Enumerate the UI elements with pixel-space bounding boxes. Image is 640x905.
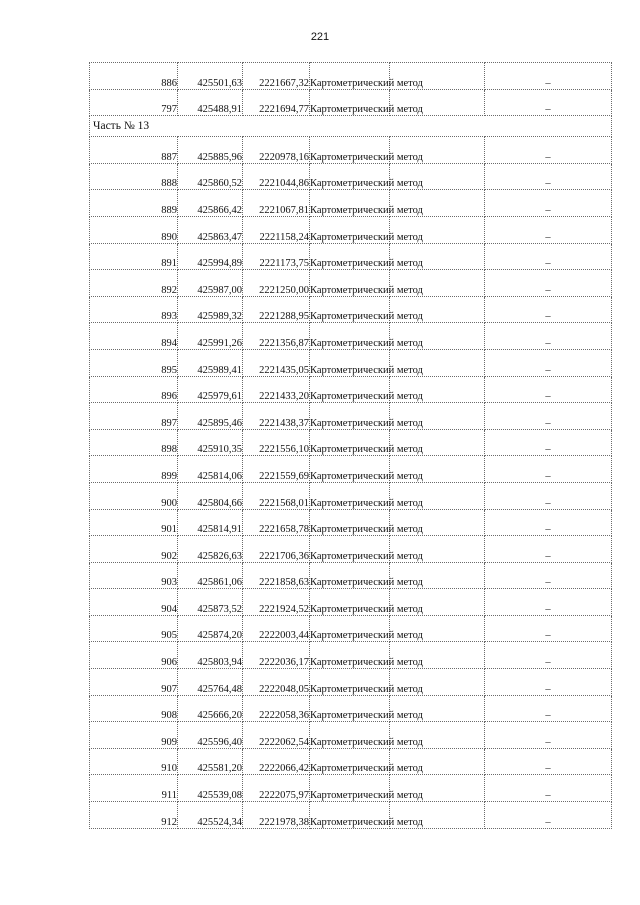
point-number: 797 xyxy=(90,89,178,116)
method-cell xyxy=(310,509,423,536)
method-cell xyxy=(310,216,423,243)
dash-cell: – xyxy=(485,349,612,376)
coordinate-x: 425666,20 xyxy=(178,695,243,722)
coordinate-y: 2221978,38 xyxy=(243,802,310,829)
coordinate-x: 425861,06 xyxy=(178,562,243,589)
method-label: Картометрический метод xyxy=(310,311,423,323)
table-row xyxy=(90,190,612,217)
method-cell xyxy=(310,63,423,90)
method-label: Картометрический метод xyxy=(310,603,423,615)
dash-cell: – xyxy=(485,216,612,243)
point-number: 894 xyxy=(90,323,178,350)
dash-cell: – xyxy=(485,429,612,456)
method-cell xyxy=(310,349,423,376)
method-label: Картометрический метод xyxy=(310,204,423,216)
coordinate-x: 425989,41 xyxy=(178,349,243,376)
method-label: Картометрический метод xyxy=(310,630,423,642)
coordinate-x: 425863,47 xyxy=(178,216,243,243)
method-label: Картометрический метод xyxy=(310,231,423,243)
coordinate-y: 2221438,37 xyxy=(243,403,310,430)
coordinate-x: 425866,42 xyxy=(178,190,243,217)
coordinate-x: 425860,52 xyxy=(178,163,243,190)
point-number: 896 xyxy=(90,376,178,403)
table-row xyxy=(90,403,612,430)
coordinates-table xyxy=(89,62,612,829)
method-label: Картометрический метод xyxy=(310,337,423,349)
coordinate-y: 2222048,05 xyxy=(243,669,310,696)
method-label: Картометрический метод xyxy=(310,550,423,562)
method-cell xyxy=(310,642,423,669)
table-row xyxy=(90,89,612,116)
method-label: Картометрический метод xyxy=(310,364,423,376)
coordinate-y: 2221568,01 xyxy=(243,482,310,509)
coordinate-y: 2221250,00 xyxy=(243,270,310,297)
method-cell xyxy=(310,376,423,403)
coordinate-y: 2221356,87 xyxy=(243,323,310,350)
coordinate-x: 425979,61 xyxy=(178,376,243,403)
method-label: Картометрический метод xyxy=(310,577,423,589)
coordinate-x: 425895,46 xyxy=(178,403,243,430)
dash-cell: – xyxy=(485,536,612,563)
method-cell xyxy=(310,403,423,430)
coordinate-x: 425814,91 xyxy=(178,509,243,536)
dash-cell: – xyxy=(485,695,612,722)
coordinate-y: 2221158,24 xyxy=(243,216,310,243)
table-row xyxy=(90,216,612,243)
point-number: 901 xyxy=(90,509,178,536)
coordinate-x: 425581,20 xyxy=(178,748,243,775)
method-cell xyxy=(310,163,423,190)
point-number: 912 xyxy=(90,802,178,829)
table-row xyxy=(90,270,612,297)
dash-cell: – xyxy=(485,775,612,802)
table-row xyxy=(90,296,612,323)
method-label: Картометрический метод xyxy=(310,497,423,509)
coordinate-x: 425501,63 xyxy=(178,63,243,90)
coordinate-y: 2222058,36 xyxy=(243,695,310,722)
coordinate-y: 2221173,75 xyxy=(243,243,310,270)
dash-cell: – xyxy=(485,243,612,270)
point-number: 898 xyxy=(90,429,178,456)
method-label: Картометрический метод xyxy=(310,790,423,802)
method-label: Картометрический метод xyxy=(310,470,423,482)
method-label: Картометрический метод xyxy=(310,417,423,429)
table-row xyxy=(90,349,612,376)
dash-cell: – xyxy=(485,482,612,509)
coordinate-y: 2221556,10 xyxy=(243,429,310,456)
table-row xyxy=(90,376,612,403)
section-title: Часть № 13 xyxy=(90,116,612,137)
method-cell xyxy=(310,323,423,350)
table-row xyxy=(90,243,612,270)
table-row xyxy=(90,536,612,563)
point-number: 909 xyxy=(90,722,178,749)
coordinate-y: 2221433,20 xyxy=(243,376,310,403)
dash-cell: – xyxy=(485,562,612,589)
point-number: 905 xyxy=(90,615,178,642)
table-row xyxy=(90,429,612,456)
dash-cell: – xyxy=(485,376,612,403)
point-number: 907 xyxy=(90,669,178,696)
table-row xyxy=(90,669,612,696)
coordinate-x: 425488,91 xyxy=(178,89,243,116)
coordinate-x: 425989,32 xyxy=(178,296,243,323)
dash-cell: – xyxy=(485,722,612,749)
coordinate-x: 425991,26 xyxy=(178,323,243,350)
method-cell xyxy=(310,748,423,775)
table-row xyxy=(90,722,612,749)
method-cell xyxy=(310,296,423,323)
table-row xyxy=(90,775,612,802)
coordinate-y: 2221694,77 xyxy=(243,89,310,116)
point-number: 911 xyxy=(90,775,178,802)
method-cell xyxy=(310,562,423,589)
method-label: Картометрический метод xyxy=(310,683,423,695)
coordinate-y: 2221435,05 xyxy=(243,349,310,376)
method-label: Картометрический метод xyxy=(310,104,423,116)
coordinate-x: 425524,34 xyxy=(178,802,243,829)
coordinate-y: 2221044,86 xyxy=(243,163,310,190)
method-cell xyxy=(310,615,423,642)
dash-cell: – xyxy=(485,589,612,616)
method-cell xyxy=(310,429,423,456)
method-cell xyxy=(310,695,423,722)
coordinate-y: 2221559,69 xyxy=(243,456,310,483)
coordinate-x: 425764,48 xyxy=(178,669,243,696)
table-row xyxy=(90,562,612,589)
coordinate-x: 425803,94 xyxy=(178,642,243,669)
coordinate-y: 2221067,81 xyxy=(243,190,310,217)
method-cell xyxy=(310,802,423,829)
point-number: 899 xyxy=(90,456,178,483)
method-cell xyxy=(310,190,423,217)
method-label: Картометрический метод xyxy=(310,258,423,270)
coordinate-x: 425987,00 xyxy=(178,270,243,297)
table-row xyxy=(90,137,612,164)
method-label: Картометрический метод xyxy=(310,77,423,89)
method-label: Картометрический метод xyxy=(310,710,423,722)
table-row xyxy=(90,642,612,669)
dash-cell: – xyxy=(485,323,612,350)
coordinate-y: 2222003,44 xyxy=(243,615,310,642)
method-label: Картометрический метод xyxy=(310,816,423,828)
method-cell xyxy=(310,589,423,616)
method-cell xyxy=(310,89,423,116)
coordinate-x: 425826,63 xyxy=(178,536,243,563)
method-label: Картометрический метод xyxy=(310,391,423,403)
dash-cell: – xyxy=(485,615,612,642)
section-row xyxy=(90,116,612,137)
dash-cell: – xyxy=(485,296,612,323)
method-label: Картометрический метод xyxy=(310,657,423,669)
point-number: 910 xyxy=(90,748,178,775)
coordinate-x: 425814,06 xyxy=(178,456,243,483)
dash-cell: – xyxy=(485,802,612,829)
coordinate-y: 2221658,78 xyxy=(243,509,310,536)
method-label: Картометрический метод xyxy=(310,736,423,748)
coordinate-y: 2221924,52 xyxy=(243,589,310,616)
dash-cell: – xyxy=(485,669,612,696)
coordinate-x: 425885,96 xyxy=(178,137,243,164)
table-row xyxy=(90,802,612,829)
rows-before-section xyxy=(90,63,612,116)
method-cell xyxy=(310,270,423,297)
coordinate-y: 2221288,95 xyxy=(243,296,310,323)
point-number: 903 xyxy=(90,562,178,589)
coordinate-x: 425910,35 xyxy=(178,429,243,456)
table-row xyxy=(90,456,612,483)
dash-cell: – xyxy=(485,403,612,430)
method-cell xyxy=(310,482,423,509)
table-row xyxy=(90,63,612,90)
point-number: 904 xyxy=(90,589,178,616)
coordinate-y: 2221706,36 xyxy=(243,536,310,563)
coordinate-x: 425994,89 xyxy=(178,243,243,270)
method-label: Картометрический метод xyxy=(310,151,423,163)
table-row xyxy=(90,748,612,775)
dash-cell: – xyxy=(485,63,612,90)
dash-cell: – xyxy=(485,89,612,116)
coordinate-y: 2221667,32 xyxy=(243,63,310,90)
table-row xyxy=(90,163,612,190)
point-number: 889 xyxy=(90,190,178,217)
dash-cell: – xyxy=(485,137,612,164)
coordinate-y: 2222066,42 xyxy=(243,748,310,775)
dash-cell: – xyxy=(485,456,612,483)
point-number: 900 xyxy=(90,482,178,509)
point-number: 892 xyxy=(90,270,178,297)
method-cell xyxy=(310,536,423,563)
coordinate-y: 2221858,63 xyxy=(243,562,310,589)
method-cell xyxy=(310,137,423,164)
method-label: Картометрический метод xyxy=(310,284,423,296)
table-row xyxy=(90,615,612,642)
method-cell xyxy=(310,456,423,483)
dash-cell: – xyxy=(485,509,612,536)
coordinate-x: 425873,52 xyxy=(178,589,243,616)
coordinate-y: 2222062,54 xyxy=(243,722,310,749)
point-number: 908 xyxy=(90,695,178,722)
method-label: Картометрический метод xyxy=(310,178,423,190)
dash-cell: – xyxy=(485,163,612,190)
point-number: 887 xyxy=(90,137,178,164)
method-label: Картометрический метод xyxy=(310,444,423,456)
method-cell xyxy=(310,669,423,696)
dash-cell: – xyxy=(485,642,612,669)
table-row xyxy=(90,589,612,616)
rows-after-section xyxy=(90,137,612,828)
coordinate-x: 425874,20 xyxy=(178,615,243,642)
method-cell xyxy=(310,775,423,802)
coordinate-x: 425804,66 xyxy=(178,482,243,509)
method-cell xyxy=(310,243,423,270)
table-row xyxy=(90,509,612,536)
point-number: 888 xyxy=(90,163,178,190)
point-number: 891 xyxy=(90,243,178,270)
point-number: 906 xyxy=(90,642,178,669)
point-number: 895 xyxy=(90,349,178,376)
point-number: 902 xyxy=(90,536,178,563)
table-row xyxy=(90,323,612,350)
point-number: 897 xyxy=(90,403,178,430)
coordinate-y: 2220978,16 xyxy=(243,137,310,164)
coordinate-y: 2222036,17 xyxy=(243,642,310,669)
coordinate-y: 2222075,97 xyxy=(243,775,310,802)
section-header xyxy=(90,116,612,137)
coordinate-x: 425596,40 xyxy=(178,722,243,749)
method-cell xyxy=(310,722,423,749)
coordinate-x: 425539,08 xyxy=(178,775,243,802)
method-label: Картометрический метод xyxy=(310,763,423,775)
point-number: 893 xyxy=(90,296,178,323)
dash-cell: – xyxy=(485,190,612,217)
page-number: 221 xyxy=(310,31,330,43)
table-row xyxy=(90,695,612,722)
dash-cell: – xyxy=(485,748,612,775)
table-row xyxy=(90,482,612,509)
dash-cell: – xyxy=(485,270,612,297)
point-number: 886 xyxy=(90,63,178,90)
point-number: 890 xyxy=(90,216,178,243)
method-label: Картометрический метод xyxy=(310,524,423,536)
